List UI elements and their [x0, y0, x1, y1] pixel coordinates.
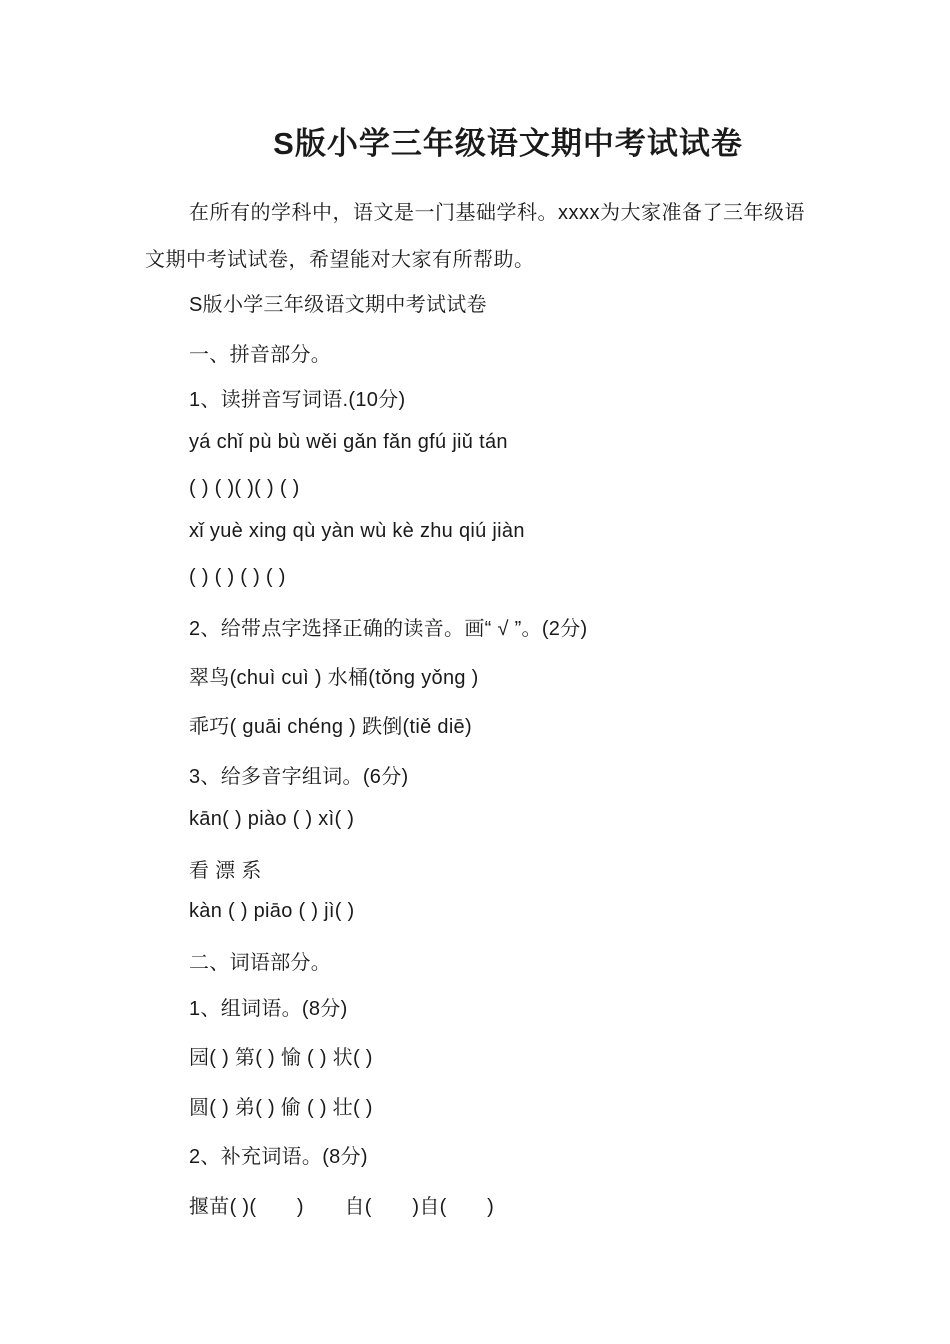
blank-line-1: ( ) ( )( )( ) ( )	[189, 477, 300, 499]
word-group-line-2: 圆( ) 弟( ) 偷 ( ) 壮( )	[189, 1097, 373, 1119]
idiom-fill-line: 揠苗( )( ) 自( )自( )	[189, 1196, 495, 1218]
section-heading-pinyin: 一、拼音部分。	[189, 344, 332, 366]
intro-paragraph: 在所有的学科中，语文是一门基础学科。xxxx为大家准备了三年级语文期中考试试卷，希望能对大家有所帮助。	[145, 202, 805, 271]
question-words-1-heading: 1、组词语。(8分)	[189, 998, 348, 1020]
question-3-heading: 3、给多音字组词。(6分)	[189, 766, 409, 788]
question-1-heading: 1、读拼音写词语.(10分)	[189, 389, 406, 411]
blank-line-2: ( ) ( ) ( ) ( )	[189, 566, 286, 588]
pinyin-line-1: yá chǐ pù bù wěi gǎn fǎn gfú jiǔ tán	[189, 431, 508, 453]
section-heading-words: 二、词语部分。	[189, 952, 332, 974]
polyphone-pinyin-line-1: kān( ) piào ( ) xì( )	[189, 808, 355, 830]
polyphone-characters: 看 漂 系	[189, 860, 262, 882]
pronunciation-line-1: 翠鸟(chuì cuì ) 水桶(tǒng yǒng )	[189, 667, 479, 689]
question-words-2-heading: 2、补充词语。(8分)	[189, 1146, 368, 1168]
subtitle-line: S版小学三年级语文期中考试试卷	[189, 294, 487, 316]
word-group-line-1: 园( ) 第( ) 愉 ( ) 状( )	[189, 1047, 373, 1069]
polyphone-pinyin-line-2: kàn ( ) piāo ( ) jì( )	[189, 900, 355, 922]
document-title: S版小学三年级语文期中考试试卷	[273, 126, 743, 161]
question-2-heading: 2、给带点字选择正确的读音。画“ √ ”。(2分)	[189, 618, 588, 640]
pronunciation-line-2: 乖巧( guāi chéng ) 跌倒(tiě diē)	[189, 716, 472, 738]
pinyin-line-2: xǐ yuè xing qù yàn wù kè zhu qiú jiàn	[189, 520, 525, 542]
